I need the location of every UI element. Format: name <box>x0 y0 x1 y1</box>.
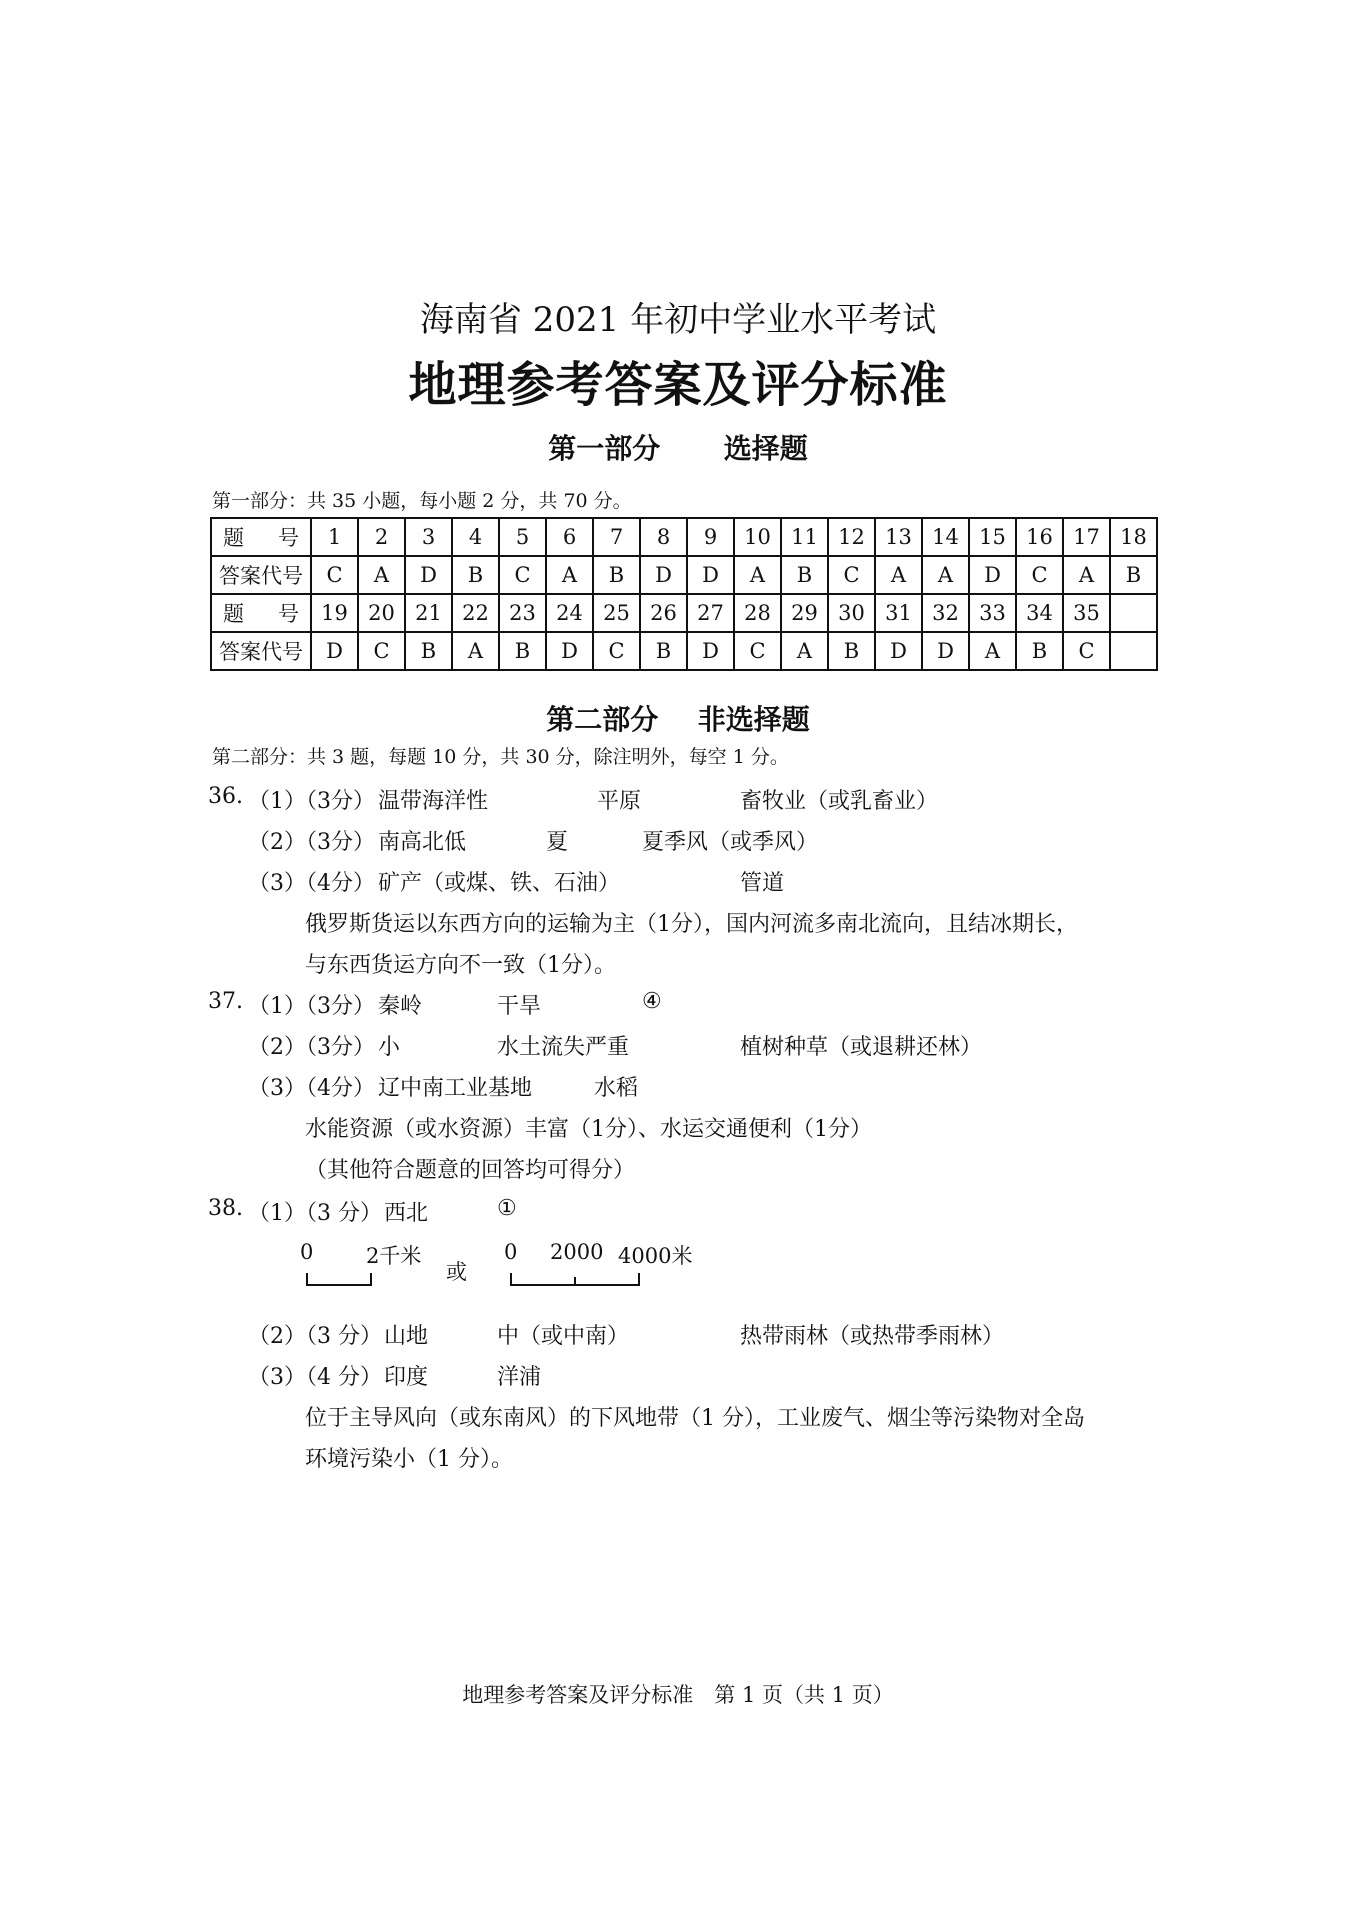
scale-or-label: 或 <box>446 1260 467 1284</box>
q37-number: 37. <box>208 989 243 1014</box>
scale2-mid-label: 2000 <box>550 1240 604 1264</box>
question-number: 13 <box>875 518 922 556</box>
q37-p1-label: （1）（3分） <box>248 994 375 1019</box>
question-number: 7 <box>593 518 640 556</box>
question-number: 24 <box>546 594 593 632</box>
q38-p3-answer-b: 洋浦 <box>497 1365 542 1390</box>
scale2-tick <box>510 1273 512 1286</box>
question-number: 34 <box>1016 594 1063 632</box>
scale2-zero-label: 0 <box>504 1240 518 1264</box>
part1-heading-a: 第一部分 <box>548 432 661 465</box>
answer-cell: D <box>875 632 922 670</box>
question-number: 30 <box>828 594 875 632</box>
question-number: 33 <box>969 594 1016 632</box>
question-number: 8 <box>640 518 687 556</box>
question-number: 16 <box>1016 518 1063 556</box>
scale2-tick <box>638 1273 640 1286</box>
table-row-answers-2 <box>211 632 1157 670</box>
answer-cell: B <box>593 556 640 594</box>
answer-cell: A <box>546 556 593 594</box>
q38-p1-answer-a: 西北 <box>384 1201 429 1226</box>
answer-cell: B <box>499 632 546 670</box>
answer-cell: B <box>640 632 687 670</box>
q37-p3-answer-b: 水稻 <box>594 1076 639 1101</box>
scale1-zero-label: 0 <box>300 1240 314 1264</box>
question-number: 31 <box>875 594 922 632</box>
q36-p1-label: （1）（3分） <box>248 789 375 814</box>
q38-p1-answer-b: ① <box>497 1196 517 1221</box>
answer-cell: A <box>358 556 405 594</box>
answer-cell: B <box>452 556 499 594</box>
question-number: 11 <box>781 518 828 556</box>
scale1-tick <box>370 1273 372 1286</box>
question-number: 4 <box>452 518 499 556</box>
question-number: 1 <box>311 518 358 556</box>
document-title: 地理参考答案及评分标准 <box>408 357 948 413</box>
answer-cell: B <box>1110 556 1157 594</box>
q36-p3-explanation-2: 与东西货运方向不一致（1分）。 <box>305 953 616 978</box>
q36-number: 36. <box>208 784 243 809</box>
question-number: 3 <box>405 518 452 556</box>
question-number: 9 <box>687 518 734 556</box>
answer-cell: D <box>969 556 1016 594</box>
answer-cell: D <box>687 556 734 594</box>
q36-p2-answer-c: 夏季风（或季风） <box>642 830 819 855</box>
question-number <box>1110 594 1157 632</box>
question-number: 10 <box>734 518 781 556</box>
scale1-end-label: 2千米 <box>366 1244 422 1268</box>
question-number: 20 <box>358 594 405 632</box>
question-number: 25 <box>593 594 640 632</box>
page-footer: 地理参考答案及评分标准 第 1 页（共 1 页） <box>462 1683 894 1707</box>
question-number: 15 <box>969 518 1016 556</box>
q38-p3-explanation-2: 环境污染小（1 分）。 <box>305 1447 513 1472</box>
part2-heading-b: 非选择题 <box>697 703 810 736</box>
question-number: 6 <box>546 518 593 556</box>
row-label-question: 题 号 <box>211 594 311 632</box>
answer-cell: C <box>1016 556 1063 594</box>
answer-cell: A <box>922 556 969 594</box>
question-number: 26 <box>640 594 687 632</box>
answer-cell: A <box>875 556 922 594</box>
answer-cell: A <box>781 632 828 670</box>
scale2-end-label: 4000米 <box>618 1244 693 1268</box>
answer-cell: B <box>1016 632 1063 670</box>
answer-cell: B <box>781 556 828 594</box>
row-label-answer: 答案代号 <box>211 632 311 670</box>
q37-p1-answer-c: ④ <box>642 989 662 1014</box>
answer-cell: D <box>405 556 452 594</box>
question-number: 18 <box>1110 518 1157 556</box>
q37-p3-answer-a: 辽中南工业基地 <box>378 1076 533 1101</box>
answer-cell: D <box>640 556 687 594</box>
q38-p3-answer-a: 印度 <box>384 1365 429 1390</box>
answer-cell: B <box>828 632 875 670</box>
answer-cell: C <box>828 556 875 594</box>
part2-heading <box>0 698 1356 738</box>
answer-cell: D <box>922 632 969 670</box>
row-label-question: 题 号 <box>211 518 311 556</box>
question-number: 28 <box>734 594 781 632</box>
q38-p1-label: （1）（3 分） <box>248 1201 382 1226</box>
question-number: 21 <box>405 594 452 632</box>
q37-p3-explanation-2: （其他符合题意的回答均可得分） <box>305 1158 636 1183</box>
table-row-questions-2 <box>211 594 1157 632</box>
q36-p3-explanation-1: 俄罗斯货运以东西方向的运输为主（1分），国内河流多南北流向，且结冰期长， <box>305 912 1078 937</box>
q36-p2-label: （2）（3分） <box>248 830 375 855</box>
q37-p2-answer-a: 小 <box>378 1035 401 1060</box>
question-number: 17 <box>1063 518 1110 556</box>
answer-cell: C <box>734 632 781 670</box>
question-number: 27 <box>687 594 734 632</box>
part2-heading-a: 第二部分 <box>546 703 659 736</box>
q36-p3-answer-a: 矿产（或煤、铁、石油） <box>378 871 621 896</box>
q38-p2-label: （2）（3 分） <box>248 1324 382 1349</box>
question-number: 5 <box>499 518 546 556</box>
q38-p3-explanation-1: 位于主导风向（或东南风）的下风地带（1 分），工业废气、烟尘等污染物对全岛 <box>305 1406 1085 1431</box>
answer-cell <box>1110 632 1157 670</box>
answer-cell: C <box>593 632 640 670</box>
answer-cell: D <box>687 632 734 670</box>
table-row-questions-1 <box>211 518 1157 556</box>
q36-p3-label: （3）（4分） <box>248 871 375 896</box>
q38-number: 38. <box>208 1196 243 1221</box>
part1-heading <box>0 427 1356 467</box>
q38-p2-answer-b: 中（或中南） <box>497 1324 630 1349</box>
question-number: 22 <box>452 594 499 632</box>
table-row-answers-1 <box>211 556 1157 594</box>
answer-cell: A <box>1063 556 1110 594</box>
question-number: 35 <box>1063 594 1110 632</box>
answer-cell: A <box>734 556 781 594</box>
scale1-tick <box>306 1273 308 1286</box>
answer-cell: D <box>311 632 358 670</box>
answer-cell: D <box>546 632 593 670</box>
scale1-bar <box>306 1284 372 1286</box>
q37-p2-label: （2）（3分） <box>248 1035 375 1060</box>
answer-cell: C <box>358 632 405 670</box>
q36-p1-answer-c: 畜牧业（或乳畜业） <box>740 789 939 814</box>
answer-cell: C <box>311 556 358 594</box>
q37-p1-answer-a: 秦岭 <box>378 994 423 1019</box>
exam-title: 海南省 2021 年初中学业水平考试 <box>419 300 937 340</box>
q37-p3-explanation-1: 水能资源（或水资源）丰富（1分）、水运交通便利（1分） <box>305 1117 872 1142</box>
q38-p2-answer-a: 山地 <box>384 1324 429 1349</box>
q38-p2-answer-c: 热带雨林（或热带季雨林） <box>740 1324 1005 1349</box>
q36-p3-answer-b: 管道 <box>740 871 785 896</box>
part1-heading-b: 选择题 <box>723 432 808 465</box>
question-number: 29 <box>781 594 828 632</box>
q38-p3-label: （3）（4 分） <box>248 1365 382 1390</box>
q37-p3-label: （3）（4分） <box>248 1076 375 1101</box>
answer-cell: A <box>452 632 499 670</box>
q37-p2-answer-c: 植树种草（或退耕还林） <box>740 1035 983 1060</box>
question-number: 19 <box>311 594 358 632</box>
q36-p2-answer-b: 夏 <box>546 830 569 855</box>
answer-cell: C <box>1063 632 1110 670</box>
q36-p1-answer-b: 平原 <box>597 789 642 814</box>
row-label-answer: 答案代号 <box>211 556 311 594</box>
scale2-tick <box>574 1277 576 1286</box>
q37-p1-answer-b: 干旱 <box>497 994 542 1019</box>
q36-p2-answer-a: 南高北低 <box>378 830 467 855</box>
answer-cell: C <box>499 556 546 594</box>
answer-cell: B <box>405 632 452 670</box>
answer-cell: A <box>969 632 1016 670</box>
question-number: 32 <box>922 594 969 632</box>
answer-table <box>210 517 1158 671</box>
scale-bars <box>300 1240 720 1300</box>
question-number: 2 <box>358 518 405 556</box>
part2-note: 第二部分：共 3 题，每题 10 分，共 30 分，除注明外，每空 1 分。 <box>212 746 789 768</box>
part1-note: 第一部分：共 35 小题，每小题 2 分，共 70 分。 <box>212 490 632 512</box>
question-number: 12 <box>828 518 875 556</box>
q36-p1-answer-a: 温带海洋性 <box>378 789 489 814</box>
question-number: 14 <box>922 518 969 556</box>
question-number: 23 <box>499 594 546 632</box>
q37-p2-answer-b: 水土流失严重 <box>497 1035 630 1060</box>
